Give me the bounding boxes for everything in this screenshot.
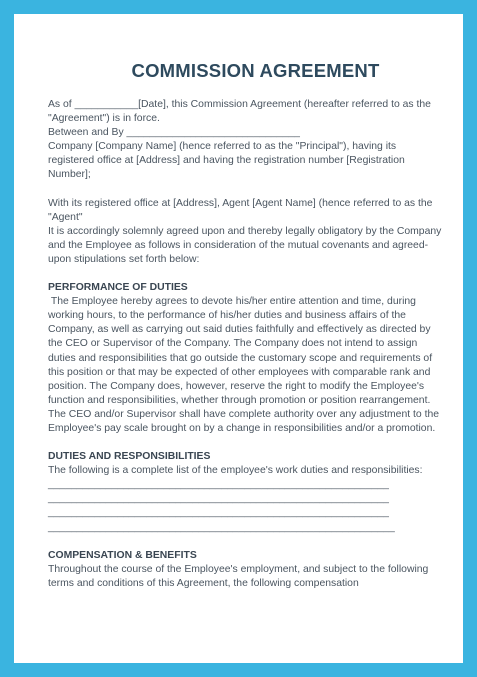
document-page [14,14,463,663]
performance-heading: PERFORMANCE OF DUTIES [48,282,188,294]
document-title: COMMISSION AGREEMENT [131,60,380,81]
compensation-text: Throughout the course of the Employee's employment, and subject to the following terms and conditions of this Agreement, the following compensation [48,563,429,589]
compensation-heading: COMPENSATION & BENEFITS [48,549,197,561]
duty-blank-line: ____________________________________________________________ [48,521,395,533]
intro-date-paragraph: As of ___________[Date], this Commission Agreement (hereafter referred to as the "Agreement") is in force. [48,99,431,125]
performance-text: The Employee hereby agrees to devote his/her entire attention and time, during working hours, to the performance of his/her duties and business affairs of the Company, as well as carrying out said duties faithfully and effectively as directed by the CEO or Supervisor of the Company. The Company does not intend to assign duties and responsibilities that go outside the customary scope and requirements of this position or that may be expected of other employees with comparable rank and position. The Company does, however, reserve the right to modify the Employee's function and responsibilities, whether through promotion or position rearrangement. The CEO and/or Supervisor shall have complete authority over any adjustment to the Employee's pay scale brought on by a change in responsibilities and/or a promotion. [48,296,442,434]
duty-blank-line: ___________________________________________________________ [48,507,389,519]
duty-blank-line: ___________________________________________________________ [48,493,389,505]
agreement-paragraph: It is accordingly solemnly agreed upon and thereby legally obligatory by the Company and the Employee as follows in consideration of the mutual covenants and agreed-upon stipulations set forth below: [48,225,442,265]
duty-blank-line: ___________________________________________________________ [48,479,389,491]
intro-company-paragraph: Company [Company Name] (hence referred to as the "Principal"), having its registered office at [Address] and having the registration number [Registration Number]; [48,141,405,181]
duties-text: The following is a complete list of the employee's work duties and responsibilities: [48,465,423,477]
duties-heading: DUTIES AND RESPONSIBILITIES [48,451,211,463]
document-body [48,98,443,591]
intro-between-line: Between and By ______________________________ [48,127,300,139]
agent-paragraph: With its registered office at [Address], Agent [Agent Name] (hence referred to as the "Agent" [48,197,433,223]
